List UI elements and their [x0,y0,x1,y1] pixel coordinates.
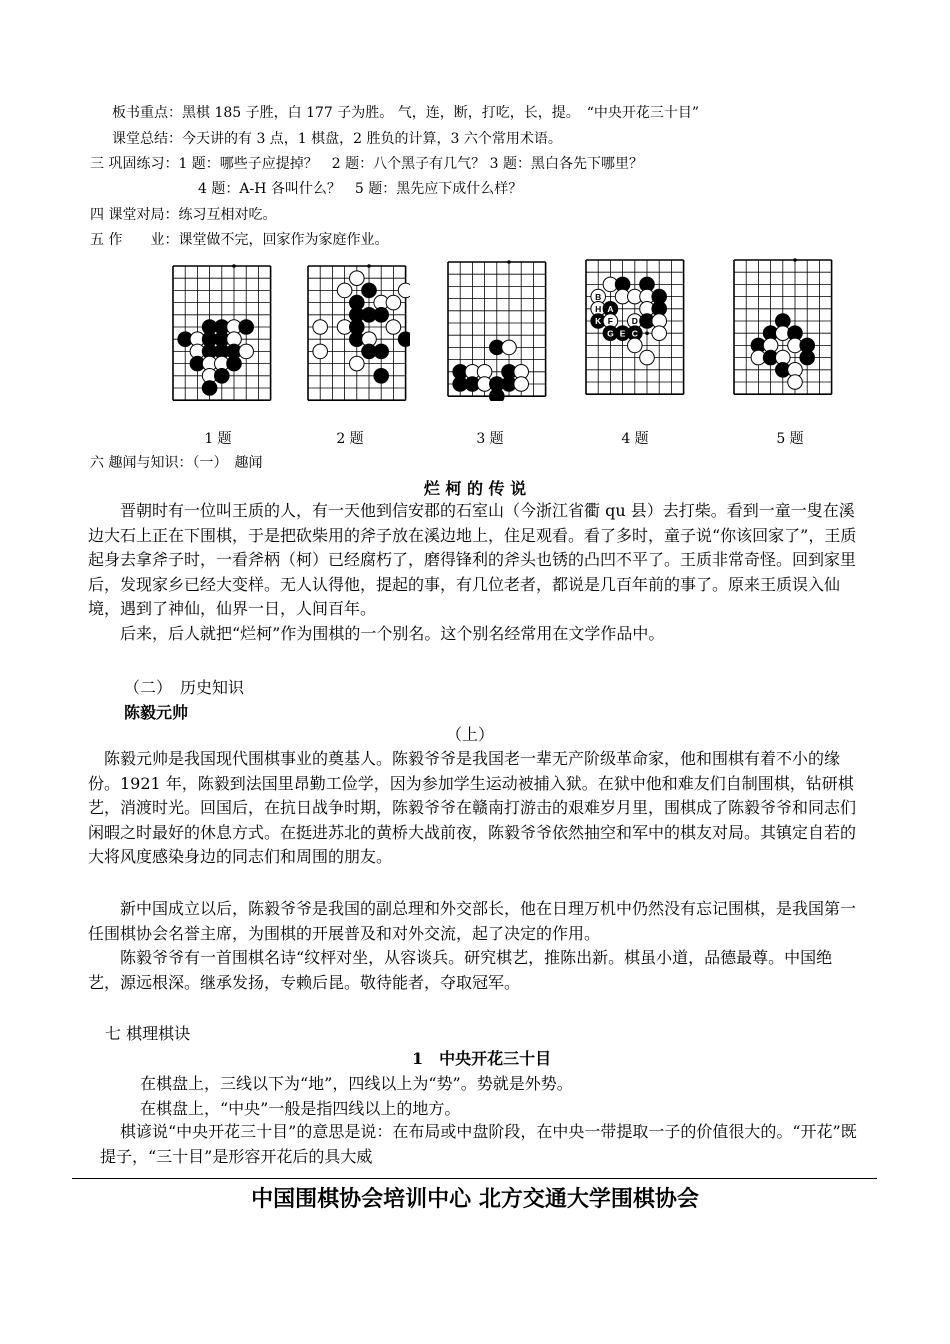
diagram-caption-1: 1 题 [204,431,232,447]
section-7-heading: 七 棋理棋诀 [105,1024,191,1043]
white-stone [350,271,365,286]
stone-label: D [631,316,638,327]
proverb-title: 1 中央开花三十目 [412,1049,552,1068]
history-paragraph-2: 新中国成立以后，陈毅爷爷是我国的副总理和外交部长，他在日理万机中仍然没有忘记围棋，是我国第一任围棋协会名誉主席，为围棋的开展普及和对外交流，起了决定的作用。 [88,899,857,943]
white-stone [313,320,328,335]
go-diagram-2 [306,264,410,405]
black-stone [374,369,389,384]
history-paragraph-1: 陈毅元帅是我国现代围棋事业的奠基人。陈毅爷爷是我国老一辈无产阶级革命家，他和围棋有着不小的缘份。1921 年，陈毅到法国里昂勤工俭学，因为参加学生运动被捕入狱。在狱中他和难友们自制围棋，钻研棋艺，消渡时光。回国后，在抗日战争时期，陈毅爷爷在赣南打游击的艰难岁月里，围棋成了陈毅爷爷和同志们闲暇之时最好的休息方式。在挺进苏北的黄桥大战前夜，陈毅爷爷依然抽空和军中的棋友对局。其镇定自若的大将风度感染身边的同志们和周围的朋友。 [88,749,857,866]
diagram-caption-2: 2 题 [336,431,364,447]
white-stone [398,283,410,298]
white-stone [640,350,655,365]
black-stone [374,308,389,323]
section-6-heading: 六 趣闻与知识：（一） 趣闻 [90,455,263,471]
diagram-caption-3: 3 题 [476,431,504,447]
history-paragraph-3: 陈毅爷爷有一首围棋名诗“纹枰对坐，从容谈兵。研究棋艺，推陈出新。棋虽小道，品德最尊。中国绝艺，源远根深。继承发扬，专赖后昆。敬待能者，夺取冠军。 [88,948,833,992]
story-paragraph-1: 晋朝时有一位叫王质的人，有一天他到信安郡的石室山（今浙江省衢 qu 县）去打柴。看到一童一叟在溪边大石上正在下围棋，于是把砍柴用的斧子放在溪边地上，住足观看。看了多时，童子说“你该回家了”，王质起身去拿斧子时，一看斧柄（柯）已经腐朽了，磨得锋利的斧头也锈的凸凹不平了。王质非常奇怪。回到家里后，发现家乡已经大变样。无人认得他，提起的事，有几位老者，都说是几百年前的事了。原来王质误入仙境，遇到了神仙，仙界一日，人间百年。 [88,501,857,618]
stone-label: B [595,291,602,302]
star-point [645,331,649,335]
stone-label: H [595,304,602,314]
proverb-line-1: 在棋盘上，三线以下为“地”，四线以上为“势”。势就是外势。 [140,1074,573,1093]
chen-yi-title: 陈毅元帅 [124,703,189,722]
story-paragraph-2: 后来，后人就把“烂柯”作为围棋的一个别名。这个别名经常用在文学作品中。 [120,624,665,643]
proverb-line-2: 在棋盘上，“中央”一般是指四线以上的地方。 [140,1099,461,1118]
black-stone [374,344,389,359]
class-game-line: 四 课堂对局：练习互相对吃。 [90,207,277,223]
white-stone [628,338,643,353]
footer-divider [72,1178,877,1179]
diagram-caption-4: 4 题 [621,431,649,447]
lesson-summary-line: 课堂总结：今天讲的有 3 点，1 棋盘，2 胜负的计算，3 六个常用术语。 [112,131,562,147]
homework-line: 五 作 业：课堂做不完，回家作为家庭作业。 [90,232,389,248]
story-title: 烂 柯 的 传 说 [423,479,527,498]
white-stone [239,344,254,359]
black-stone [362,283,377,298]
go-diagram-1 [171,264,275,405]
black-stone [800,350,815,365]
white-stone [386,295,401,310]
stone-label: F [607,316,614,327]
star-point [507,260,511,264]
black-stone [398,332,410,347]
black-stone [239,320,254,335]
star-point [367,264,371,268]
footer-organizations: 中国围棋协会培训中心 北方交通大学围棋协会 [251,1186,699,1212]
black-stone [215,369,230,384]
stone-label: C [631,328,638,339]
star-point [232,264,236,268]
diagram-caption-5: 5 题 [776,431,804,447]
white-stone [652,326,667,341]
star-point [793,258,797,262]
go-diagram-4 [584,258,688,399]
part-label: （上） [446,725,495,744]
white-stone [386,320,401,335]
white-stone [514,377,529,392]
white-stone [337,283,352,298]
white-stone [350,356,365,371]
practice-line-2: 4 题：A-H 各叫什么？ 5 题：黑先应下成什么样？ [198,181,523,197]
stone-label: A [607,304,614,314]
history-subheading: （二） 历史知识 [124,678,245,697]
go-diagram-5 [732,258,836,399]
stone-label: E [619,328,626,339]
black-stone [490,389,505,401]
stone-label: K [595,316,602,327]
proverb-paragraph: 棋谚说“中央开花三十目”的意思是说：在布局或中盘阶段，在中央一带提取一子的价值很大的。“开花”既提子，“三十目”是形容开花后的具大威 [100,1122,857,1166]
black-stone [202,381,217,396]
board-notes-line: 板书重点：黑棋 185 子胜，白 177 子为胜。 气，连，断，打吃，长，提。 “中央开花三十目” [112,105,700,121]
white-stone [788,375,803,390]
white-stone [502,340,517,355]
black-stone [227,356,242,371]
practice-line-1: 三 巩固练习：1 题：哪些子应提掉？ 2 题：八个黑子有几气？ 3 题：黑白各先下哪里？ [90,156,643,172]
go-diagram-3 [446,260,550,401]
stone-label: G [607,328,614,339]
white-stone [313,344,328,359]
